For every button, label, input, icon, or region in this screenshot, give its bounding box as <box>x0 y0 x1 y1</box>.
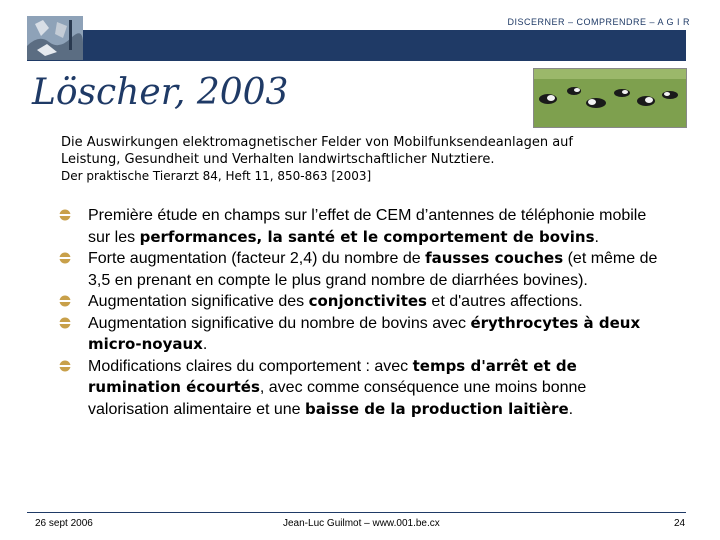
bullet-text: . <box>202 336 208 353</box>
bullet-emphasis: temps d'arrêt et de rumination écourtés <box>88 356 577 396</box>
list-item <box>59 291 659 313</box>
bullet-text: , avec comme conséquence une moins bonne valorisation alimentaire et une <box>88 379 587 418</box>
footer-rule <box>27 512 686 513</box>
footer-date: 26 sept 2006 <box>35 518 93 529</box>
bullet-marker-icon <box>59 252 71 264</box>
list-item <box>59 356 659 421</box>
bullet-marker-icon <box>59 360 71 372</box>
header-tagline: DISCERNER – COMPRENDRE – A G I R <box>507 17 690 27</box>
bullet-emphasis: fausses couches <box>425 249 564 267</box>
bullet-marker-icon <box>59 317 71 329</box>
slide-title: Löscher, 2003 <box>32 72 289 113</box>
reference-citation: Der praktische Tierarzt 84, Heft 11, 850-863 [2003] <box>61 169 372 183</box>
bullet-text: Modifications claires du comportement : avec <box>88 357 413 375</box>
bullet-emphasis: performances, la santé et le comportement de bovins <box>139 227 595 246</box>
reference-block <box>61 134 661 185</box>
list-item <box>59 313 659 356</box>
bullet-text: Augmentation significative des <box>88 293 309 310</box>
bullet-emphasis: conjonctivites <box>308 292 427 310</box>
bullet-marker-icon <box>59 295 71 307</box>
cows-photo <box>533 68 687 128</box>
header-rule <box>27 60 686 61</box>
bullet-list <box>59 205 659 420</box>
reference-title-line2: Leistung, Gesundheit und Verhalten landwirtschaftlicher Nutztiere. <box>61 152 495 167</box>
logo-image <box>27 16 83 60</box>
footer-author: Jean-Luc Guilmot – www.001.be.cx <box>283 518 440 529</box>
bullet-text: et d'autres affections. <box>426 293 583 310</box>
bullet-emphasis: érythrocytes à deux micro-noyaux <box>88 313 641 353</box>
bullet-emphasis: baisse de la production laitière <box>305 399 569 418</box>
bullet-text: Forte augmentation (facteur 2,4) du nombre de <box>88 250 426 267</box>
reference-title-line1: Die Auswirkungen elektromagnetischer Felder von Mobilfunksendeanlagen auf <box>61 135 573 150</box>
bullet-text: Augmentation significative du nombre de bovins avec <box>88 314 471 332</box>
bullet-text: Première étude en champs sur l’effet de CEM d’antennes de téléphonie mobile sur les <box>88 207 647 246</box>
bullet-marker-icon <box>59 209 71 221</box>
list-item <box>59 248 659 291</box>
bullet-text: . <box>568 400 574 418</box>
list-item <box>59 205 659 248</box>
bullet-text: . <box>594 228 599 246</box>
bullet-text: (et même de 3,5 en prenant en compte le plus grand nombre de diarrhées bovines). <box>88 250 658 289</box>
page-number: 24 <box>674 518 686 529</box>
